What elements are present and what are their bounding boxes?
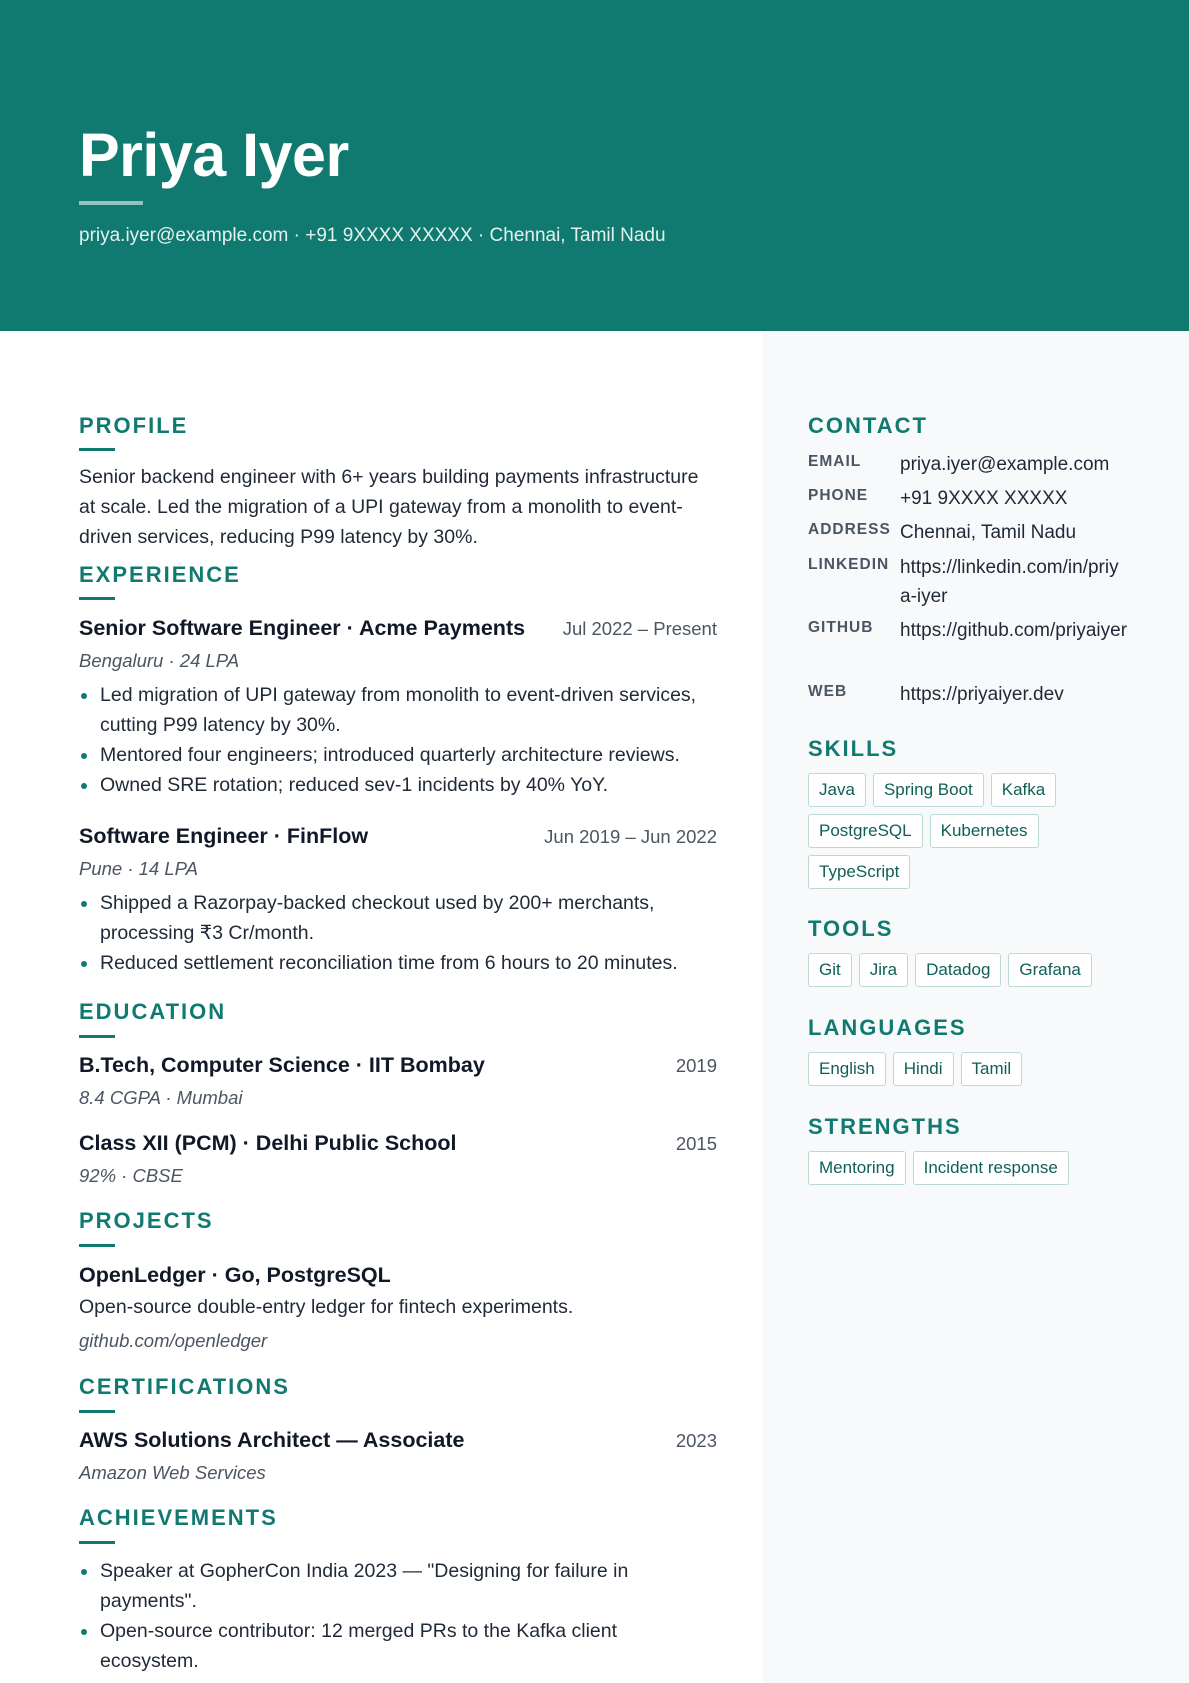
tools-tags xyxy=(808,953,1138,987)
language-tag: Hindi xyxy=(893,1052,954,1086)
resume-header xyxy=(0,0,1189,331)
skill-tag: PostgreSQL xyxy=(808,814,923,848)
section-heading-tools: TOOLS xyxy=(808,916,894,941)
name-underline xyxy=(79,201,143,205)
bullet-item: Owned SRE rotation; reduced sev-1 incidents by 40% YoY. xyxy=(79,770,719,800)
job-title: Senior Software Engineer · Acme Payments xyxy=(79,616,526,640)
contact-label: GITHUB xyxy=(808,619,874,636)
section-heading-projects: PROJECTS xyxy=(79,1208,214,1233)
job-dates: Jun 2019 – Jun 2022 xyxy=(544,826,717,847)
job-dates: Jul 2022 – Present xyxy=(562,618,717,639)
skill-tag: Kubernetes xyxy=(930,814,1039,848)
contact-value[interactable]: https://github.com/priyaiyer xyxy=(900,620,1128,641)
skill-tag: Kafka xyxy=(991,773,1056,807)
languages-tags xyxy=(808,1052,1138,1086)
education-title: B.Tech, Computer Science · IIT Bombay xyxy=(79,1053,485,1077)
job-meta: Bengaluru · 24 LPA xyxy=(79,650,240,671)
education-meta: 8.4 CGPA · Mumbai xyxy=(79,1087,243,1108)
strength-tag: Incident response xyxy=(913,1151,1069,1185)
contact-label: PHONE xyxy=(808,487,869,504)
skill-tag: Spring Boot xyxy=(873,773,984,807)
bullet-item: Open-source contributor: 12 merged PRs to the Kafka client ecosystem. xyxy=(79,1616,719,1676)
tool-tag: Datadog xyxy=(915,953,1001,987)
job-meta: Pune · 14 LPA xyxy=(79,858,198,879)
language-tag: English xyxy=(808,1052,886,1086)
contact-label: EMAIL xyxy=(808,453,862,470)
bullet-item: Shipped a Razorpay-backed checkout used by 200+ merchants, processing ₹3 Cr/month. xyxy=(79,888,719,948)
contact-value: Chennai, Tamil Nadu xyxy=(900,522,1077,543)
section-rule-projects xyxy=(79,1244,115,1247)
project-link[interactable]: github.com/openledger xyxy=(79,1330,268,1351)
section-heading-profile: PROFILE xyxy=(79,413,189,438)
contact-label: ADDRESS xyxy=(808,521,891,538)
bullet-item: Reduced settlement reconciliation time from 6 hours to 20 minutes. xyxy=(79,948,719,978)
project-description: Open-source double-entry ledger for fintech experiments. xyxy=(79,1296,574,1318)
bullet-item: Led migration of UPI gateway from monolith to event-driven services, cutting P99 latency by 30%. xyxy=(79,680,719,740)
section-rule-profile xyxy=(79,448,115,451)
header-contact-line: priya.iyer@example.com · +91 9XXXX XXXXX · Chennai, Tamil Nadu xyxy=(79,225,666,246)
contact-value[interactable]: priya.iyer@example.com xyxy=(900,454,1110,475)
tool-tag: Jira xyxy=(859,953,908,987)
contact-value[interactable]: +91 9XXXX XXXXX xyxy=(900,488,1068,509)
project-title: OpenLedger · Go, PostgreSQL xyxy=(79,1263,391,1287)
section-rule-achievements xyxy=(79,1541,115,1544)
section-heading-strengths: STRENGTHS xyxy=(808,1114,962,1139)
candidate-name: Priya Iyer xyxy=(79,121,349,189)
section-heading-achievements: ACHIEVEMENTS xyxy=(79,1505,278,1530)
profile-summary: Senior backend engineer with 6+ years building payments infrastructure at scale. Led the migration of a UPI gateway from a monolith to event-driven services, reducing P99 latency by 30%. xyxy=(79,466,699,548)
skills-tags xyxy=(808,773,1138,889)
strengths-tags xyxy=(808,1151,1138,1185)
skill-tag: TypeScript xyxy=(808,855,910,889)
contact-value[interactable]: https://priyaiyer.dev xyxy=(900,684,1064,705)
section-heading-languages: LANGUAGES xyxy=(808,1015,967,1040)
job-bullets xyxy=(79,888,719,978)
section-heading-education: EDUCATION xyxy=(79,999,227,1024)
strength-tag: Mentoring xyxy=(808,1151,906,1185)
job-title: Software Engineer · FinFlow xyxy=(79,824,369,848)
tool-tag: Grafana xyxy=(1008,953,1091,987)
education-meta: 92% · CBSE xyxy=(79,1165,183,1186)
section-rule-education xyxy=(79,1035,115,1038)
contact-label: WEB xyxy=(808,683,848,700)
certification-year: 2023 xyxy=(675,1430,717,1451)
section-rule-certifications xyxy=(79,1410,115,1413)
education-year: 2019 xyxy=(675,1055,717,1076)
language-tag: Tamil xyxy=(961,1052,1023,1086)
contact-value[interactable]: https://linkedin.com/in/priya-iyer xyxy=(900,557,1119,607)
education-title: Class XII (PCM) · Delhi Public School xyxy=(79,1131,457,1155)
certification-issuer: Amazon Web Services xyxy=(79,1462,266,1483)
bullet-item: Mentored four engineers; introduced quarterly architecture reviews. xyxy=(79,740,719,770)
bullet-item: Speaker at GopherCon India 2023 — "Designing for failure in payments". xyxy=(79,1556,719,1616)
section-heading-skills: SKILLS xyxy=(808,736,899,761)
section-heading-experience: EXPERIENCE xyxy=(79,562,241,587)
skill-tag: Java xyxy=(808,773,866,807)
section-rule-experience xyxy=(79,597,115,600)
achievement-bullets xyxy=(79,1556,719,1676)
tool-tag: Git xyxy=(808,953,852,987)
job-bullets xyxy=(79,680,719,800)
section-heading-certifications: CERTIFICATIONS xyxy=(79,1374,290,1399)
education-year: 2015 xyxy=(675,1133,717,1154)
section-heading-contact: CONTACT xyxy=(808,413,928,438)
certification-title: AWS Solutions Architect — Associate xyxy=(79,1428,465,1452)
contact-label: LINKEDIN xyxy=(808,556,890,573)
